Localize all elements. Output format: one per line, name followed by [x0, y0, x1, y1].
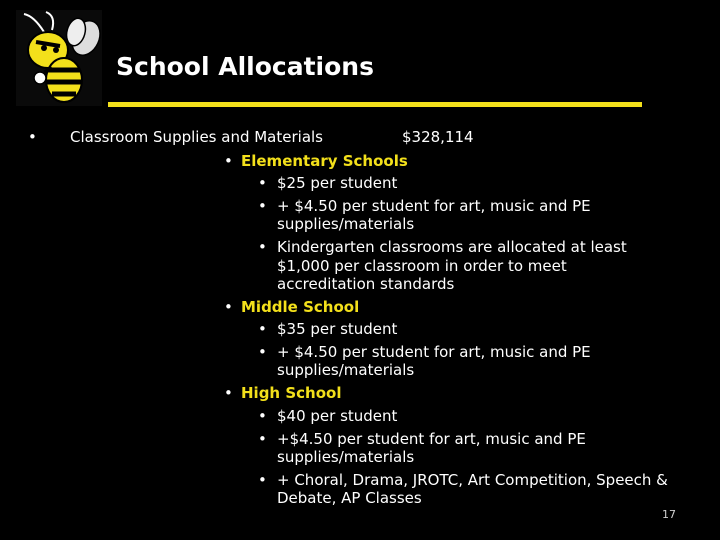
list-item: + $4.50 per student for art, music and PE	[277, 197, 591, 215]
high-heading: High School	[241, 384, 342, 402]
list-item: +$4.50 per student for art, music and PE	[277, 430, 586, 448]
list-item: + Choral, Drama, JROTC, Art Competition, Speech &	[277, 471, 668, 489]
bullet: •	[258, 238, 267, 256]
bullet: •	[258, 174, 267, 192]
yellow-jacket-logo-icon	[16, 10, 102, 106]
list-item-continuation: Debate, AP Classes	[277, 489, 422, 507]
page-number: 17	[662, 508, 676, 521]
list-item: $40 per student	[277, 407, 398, 425]
bullet: •	[258, 197, 267, 215]
middle-heading: Middle School	[241, 298, 360, 316]
bullet: •	[224, 152, 233, 170]
top-item-amount: $328,114	[402, 128, 474, 146]
bullet: •	[224, 298, 233, 316]
bullet: •	[28, 128, 37, 146]
list-item-continuation: accreditation standards	[277, 275, 455, 293]
list-item-continuation: supplies/materials	[277, 448, 415, 466]
list-item: Kindergarten classrooms are allocated at least	[277, 238, 627, 256]
list-item-continuation: supplies/materials	[277, 215, 415, 233]
bullet: •	[258, 430, 267, 448]
bullet: •	[224, 384, 233, 402]
title-underline	[108, 102, 642, 107]
bullet: •	[258, 343, 267, 361]
elementary-heading: Elementary Schools	[241, 152, 408, 170]
list-item: $25 per student	[277, 174, 398, 192]
list-item: + $4.50 per student for art, music and PE	[277, 343, 591, 361]
list-item: $35 per student	[277, 320, 398, 338]
list-item-continuation: supplies/materials	[277, 361, 415, 379]
bullet: •	[258, 471, 267, 489]
bullet: •	[258, 407, 267, 425]
list-item-continuation: $1,000 per classroom in order to meet	[277, 257, 567, 275]
top-item-label: Classroom Supplies and Materials	[70, 128, 323, 146]
bullet: •	[258, 320, 267, 338]
slide-title: School Allocations	[116, 52, 374, 81]
